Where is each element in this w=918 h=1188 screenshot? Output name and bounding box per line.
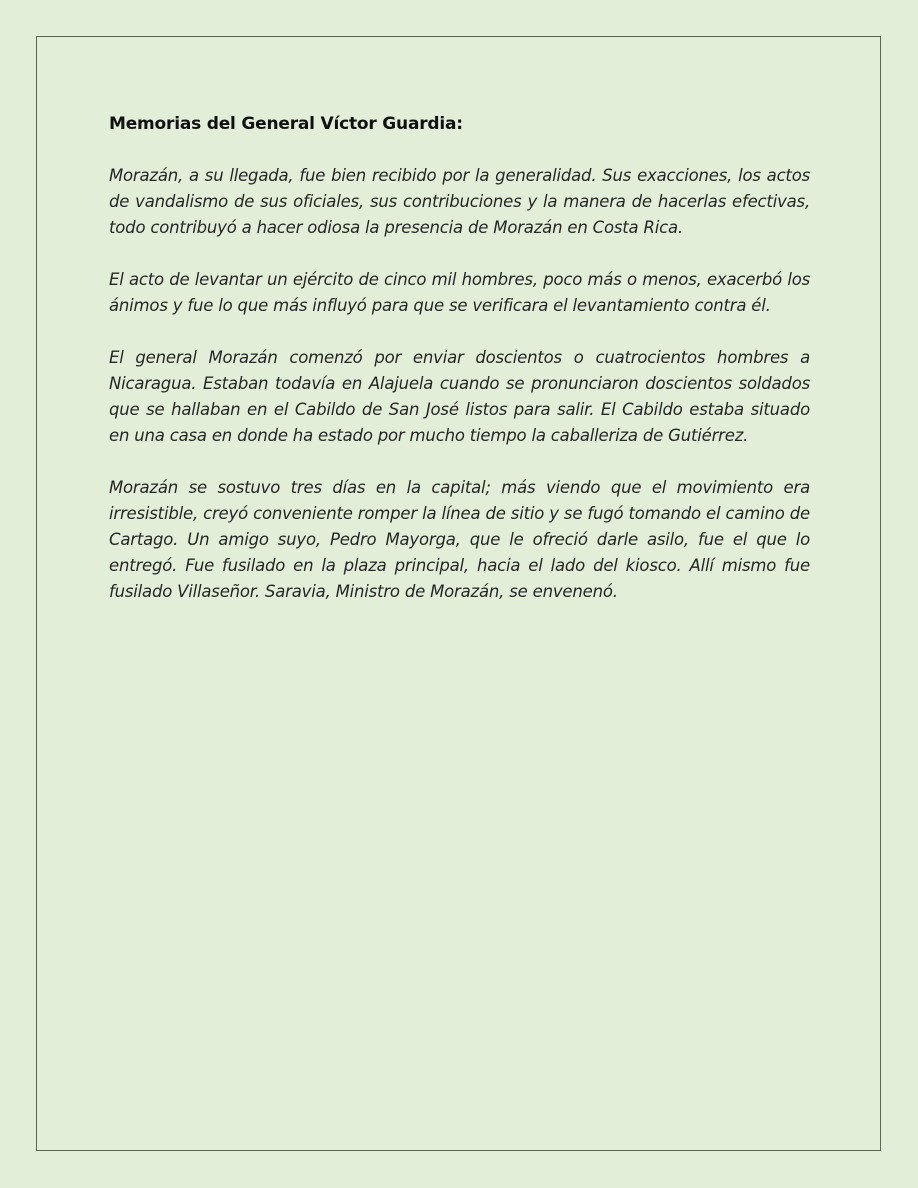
paragraph-nicaragua: El general Morazán comenzó por enviar doscientos o cuatrocientos hombres a Nicaragua. Estaban todavía en Alajuela cuando se pronunciaron doscientos soldados que se hallaban en el Cabildo de San José listos para salir. El Cabildo estaba situado en una casa en donde ha estado por mucho tiempo la caballeriza de Gutiérrez. xyxy=(109,348,810,445)
document-heading: Memorias del General Víctor Guardia: xyxy=(109,114,463,134)
page-frame xyxy=(36,36,881,1151)
paragraph-army: El acto de levantar un ejército de cinco mil hombres, poco más o menos, exacerbó los ánimos y fue lo que más influyó para que se verificara el levantamiento contra él. xyxy=(109,270,810,315)
paragraph-escape: Morazán se sostuvo tres días en la capital; más viendo que el movimiento era irresistible, creyó conveniente romper la línea de sitio y se fugó tomando el camino de Cartago. Un amigo suyo, Pedro Mayorga, que le ofreció darle asilo, fue el que lo entregó. Fue fusilado en la plaza principal, hacia el lado del kiosco. Allí mismo fue fusilado Villaseñor. Saravia, Ministro de Morazán, se envenenó. xyxy=(109,478,810,601)
document-body xyxy=(109,111,810,631)
paragraph-arrival: Morazán, a su llegada, fue bien recibido por la generalidad. Sus exacciones, los actos de vandalismo de sus oficiales, sus contribuciones y la manera de hacerlas efectivas, todo contribuyó a hacer odiosa la presencia de Morazán en Costa Rica. xyxy=(109,166,810,237)
